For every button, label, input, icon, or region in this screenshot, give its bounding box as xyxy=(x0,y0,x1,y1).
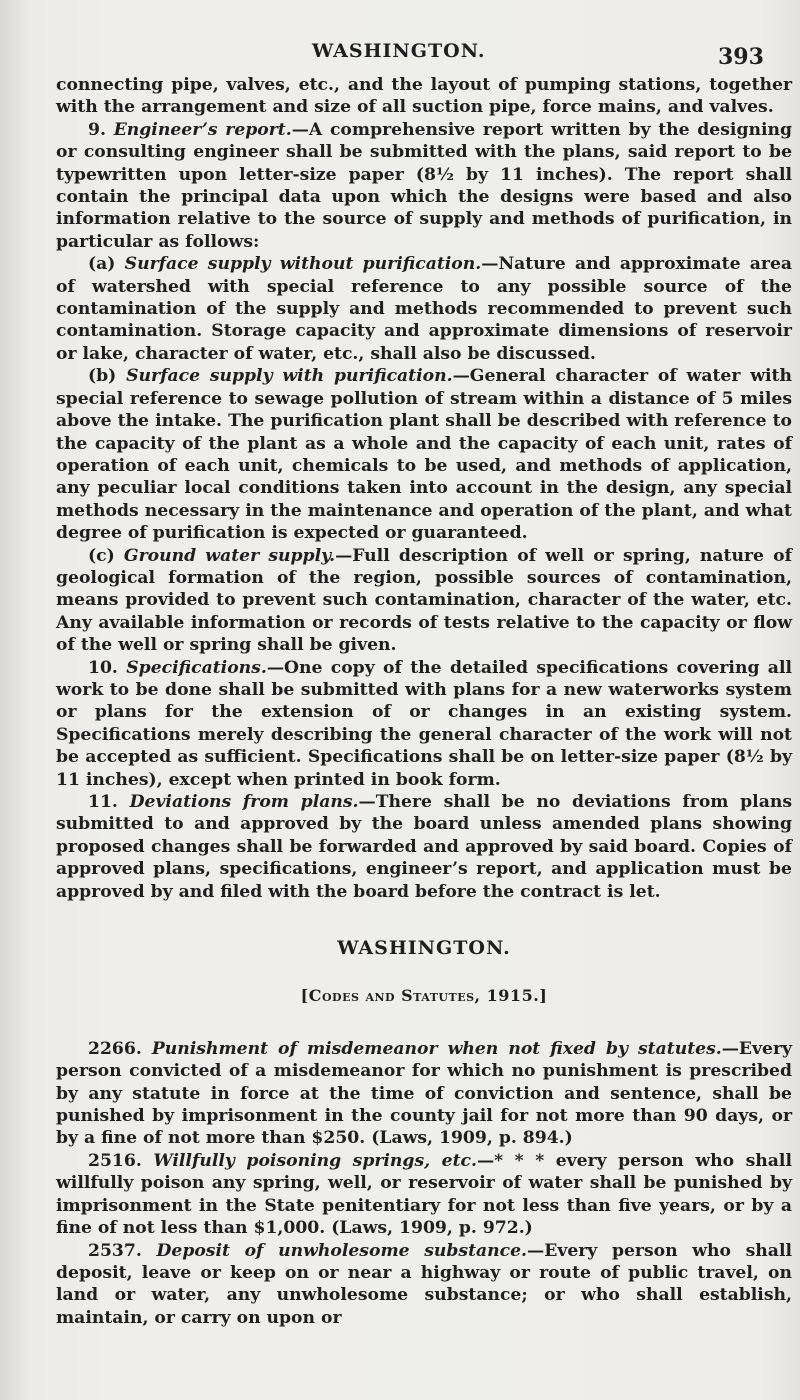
paragraph-number: 11. xyxy=(88,792,118,812)
paragraph-text: —Nature and approximate area of watershed with special reference to any possible source of the contamination of the supply and methods recommended to prevent such contamination. Storage capacity and approximate dimensions of reservoir or lake, character of water, etc., shall also be discussed. xyxy=(56,254,793,364)
paragraph-heading: Specifications. xyxy=(126,657,267,678)
paragraph-number: (c) xyxy=(88,545,115,566)
paragraph-heading: Deviations from plans. xyxy=(129,792,359,812)
paragraph-number: 2516. xyxy=(88,1150,142,1171)
paragraph-text: —* * * every person who shall willfully poison any spring, well, or reservoir of water shall be punished by imprisonment in the State penitentiary for not less than five years, or by a fine of not less than $1,000. (Laws, 1909, p. 972.) xyxy=(56,1150,792,1239)
paragraph-number: 2537. xyxy=(88,1240,142,1261)
paragraph-text: —General character of water with special reference to sewage pollution of stream within a distance of 5 miles above the intake. The purification plant shall be described with reference to the capacity of the plant as a whole and the capacity of each unit, rates of operation of each unit, chemicals to be used, and methods of application, any peculiar local conditions taken into account in the design, any special methods necessary in the maintenance and operation of the plant, and what degree of purification is expected or guaranteed. xyxy=(56,366,792,544)
paragraph-heading: Punishment of misdemeanor when not fixed by statutes. xyxy=(151,1038,722,1059)
section-title: WASHINGTON. xyxy=(337,937,511,960)
paragraph-2266 xyxy=(56,1038,792,1150)
page-body xyxy=(56,74,792,1329)
section-subtitle: [Codes and Statutes, 1915.] xyxy=(300,986,548,1006)
paragraph-text: —There shall be no deviations from plans submitted to and approved by the board unless amended plans showing proposed changes shall be forwarded and approved by said board. Copies of approved plans, specifications, engineer’s report, and application must be approved by and filed with the board before the contract is let. xyxy=(56,792,793,902)
paragraph-text: —Every person convicted of a misdemeanor for which no punishment is prescribed by any statute in force at the time of conviction and sentence, shall be punished by imprisonment in the county jail for not more than 90 days, or by a fine of not more than $250. (Laws, 1909, p. 894.) xyxy=(56,1038,792,1149)
paragraph-text: —Full description of well or spring, nature of geological formation of the region, possible sources of contamination, means provided to prevent such contamination, character of the water, etc. Any available information or records of tests relative to the capacity or flow of the well or spring shall be given. xyxy=(56,545,792,656)
paragraph-number: (b) xyxy=(88,366,117,387)
paragraph-heading: Ground water supply. xyxy=(123,545,336,566)
paragraph-text: connecting pipe, valves, etc., and the layout of pumping stations, together with the arrangement and size of all suction pipe, force mains, and valves. xyxy=(56,75,792,118)
paragraph-b xyxy=(56,365,792,544)
paragraph-2516 xyxy=(56,1150,792,1240)
page-number: 393 xyxy=(718,44,764,70)
paragraph-10 xyxy=(56,657,792,791)
paragraph-number: 9. xyxy=(88,119,106,140)
paragraph-number: 2266. xyxy=(88,1038,142,1059)
paragraph-heading: Willfully poisoning springs, etc. xyxy=(153,1150,477,1171)
paragraph-heading: Surface supply without purification. xyxy=(124,254,482,275)
paragraph-a xyxy=(56,253,792,365)
paragraph-c xyxy=(56,545,792,657)
paragraph-text: —One copy of the detailed specifications covering all work to be done shall be submitted with plans for a new waterworks system or plans for the extension of or changes in an existing system. Specifications merely describing the general character of the work will not be accepted as sufficient. Specifications shall be on letter-size paper (8½ by 11 inches), except when printed in book form. xyxy=(56,657,793,790)
paragraph-11 xyxy=(56,791,792,903)
paragraph-9 xyxy=(56,119,792,253)
paragraph-number: (a) xyxy=(88,254,116,275)
paragraph-text: —Every person who shall deposit, leave or keep on or near a highway or route of public travel, on land or water, any unwholesome substance; or who shall establish, maintain, or carry on upon or xyxy=(56,1240,793,1328)
paragraph-continuation xyxy=(56,74,792,119)
running-head: WASHINGTON. xyxy=(312,40,486,62)
paragraph-2537 xyxy=(56,1240,792,1330)
paragraph-number: 10. xyxy=(88,657,118,678)
paragraph-text: —A comprehensive report written by the designing or consulting engineer shall be submitted with the plans, said report to be typewritten upon letter-size paper (8½ by 11 inches). The report shall contain the principal data upon which the designs were based and also information relative to the source of supply and methods of purification, in particular as follows: xyxy=(56,119,793,252)
paragraph-heading: Surface supply with purification. xyxy=(126,366,453,387)
page-header xyxy=(0,40,800,70)
paragraph-heading: Engineer’s report. xyxy=(113,119,292,140)
paragraph-heading: Deposit of unwholesome substance. xyxy=(156,1240,528,1261)
